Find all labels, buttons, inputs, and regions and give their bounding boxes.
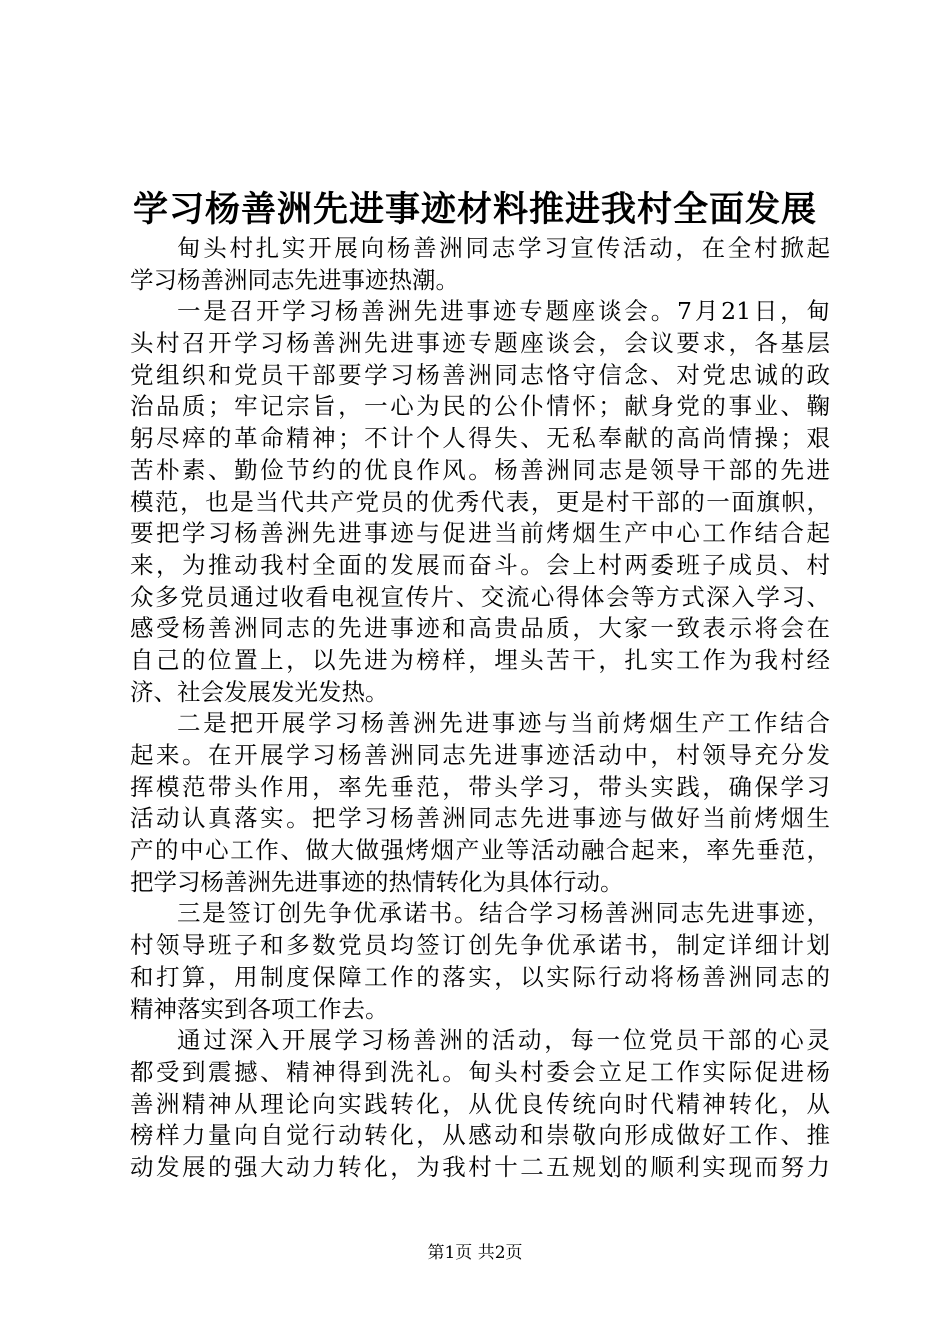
text-line: 通过深入开展学习杨善洲的活动，每一位党员干部的心灵 xyxy=(177,1026,830,1055)
text-line: 榜样力量向自觉行动转化，从感动和崇敬向形成做好工作、推 xyxy=(130,1121,830,1150)
text-line: 躬尽瘁的革命精神；不计个人得失、无私奉献的高尚情操；艰 xyxy=(130,424,830,453)
text-line: 治品质；牢记宗旨，一心为民的公仆情怀；献身党的事业、鞠 xyxy=(130,392,830,421)
text-line: 三是签订创先争优承诺书。结合学习杨善洲同志先进事迹， xyxy=(177,899,830,928)
text-line: 善洲精神从理论向实践转化，从优良传统向时代精神转化，从 xyxy=(130,1089,830,1118)
page-footer: 第1页 共2页 xyxy=(427,1243,523,1263)
text-line: 要把学习杨善洲先进事迹与促进当前烤烟生产中心工作结合起 xyxy=(130,519,830,548)
text-line: 和打算，用制度保障工作的落实，以实际行动将杨善洲同志的 xyxy=(130,962,830,991)
text-line: 精神落实到各项工作去。 xyxy=(130,994,389,1023)
text-line: 动发展的强大动力转化，为我村十二五规划的顺利实现而努力 xyxy=(130,1152,830,1181)
text-line: 头村召开学习杨善洲先进事迹专题座谈会，会议要求，各基层 xyxy=(130,329,830,358)
text-line: 把学习杨善洲先进事迹的热情转化为具体行动。 xyxy=(130,867,624,896)
text-line: 甸头村扎实开展向杨善洲同志学习宣传活动，在全村掀起 xyxy=(177,234,830,262)
text-line: 学习杨善洲同志先进事迹热潮。 xyxy=(130,265,459,294)
text-line: 起来。在开展学习杨善洲同志先进事迹活动中，村领导充分发 xyxy=(130,741,830,769)
text-line: 模范，也是当代共产党员的优秀代表，更是村干部的一面旗帜， xyxy=(130,487,830,516)
text-line: 自己的位置上，以先进为榜样，埋头苦干，扎实工作为我村经 xyxy=(130,645,830,674)
text-line: 感受杨善洲同志的先进事迹和高贵品质，大家一致表示将会在 xyxy=(130,614,830,643)
text-line: 一是召开学习杨善洲先进事迹专题座谈会。7月21日，甸 xyxy=(177,297,830,326)
text-line: 都受到震撼、精神得到洗礼。甸头村委会立足工作实际促进杨 xyxy=(130,1057,830,1086)
document-title: 学习杨善洲先进事迹材料推进我村全面发展 xyxy=(132,189,817,230)
text-line: 产的中心工作、做大做强烤烟产业等活动融合起来，率先垂范， xyxy=(130,836,830,865)
text-line: 二是把开展学习杨善洲先进事迹与当前烤烟生产工作结合 xyxy=(177,709,830,738)
text-line: 来，为推动我村全面的发展而奋斗。会上村两委班子成员、村 xyxy=(130,550,830,579)
text-line: 村领导班子和多数党员均签订创先争优承诺书，制定详细计划 xyxy=(130,931,830,960)
text-line: 众多党员通过收看电视宣传片、交流心得体会等方式深入学习、 xyxy=(130,582,830,611)
document-body xyxy=(130,233,830,1184)
text-line: 党组织和党员干部要学习杨善洲同志恪守信念、对党忠诚的政 xyxy=(130,360,830,389)
text-line: 活动认真落实。把学习杨善洲同志先进事迹与做好当前烤烟生 xyxy=(130,804,830,833)
text-line: 苦朴素、勤俭节约的优良作风。杨善洲同志是领导干部的先进 xyxy=(130,455,830,484)
text-line: 济、社会发展发光发热。 xyxy=(130,677,389,706)
text-line: 挥模范带头作用，率先垂范，带头学习，带头实践，确保学习 xyxy=(130,772,830,801)
